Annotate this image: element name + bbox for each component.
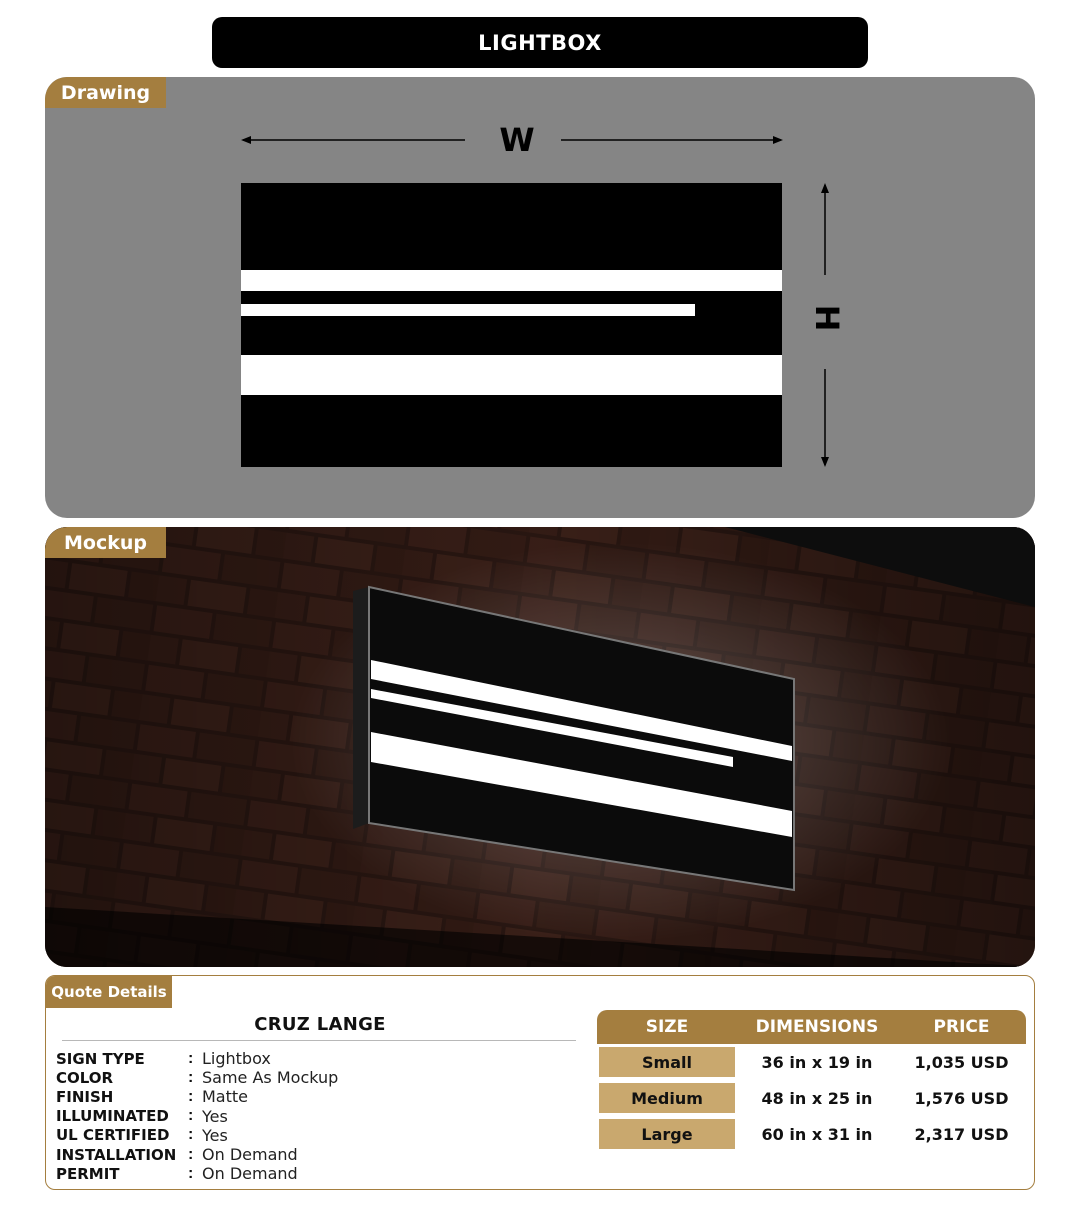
spec-label: PERMIT (56, 1164, 120, 1183)
spec-value: On Demand (202, 1164, 298, 1184)
header-price: PRICE (933, 1017, 990, 1037)
price-cell: 1,035 USD (914, 1052, 1009, 1072)
sign-stripe-2 (241, 304, 695, 316)
table-row (597, 1044, 1026, 1080)
sign-stripe-1 (241, 270, 782, 291)
table-row (597, 1116, 1026, 1152)
quote-panel (45, 975, 1035, 1190)
customer-name: CRUZ LANGE (254, 1014, 386, 1035)
spec-label: INSTALLATION (56, 1145, 177, 1164)
dimensions-cell: 60 in x 31 in (761, 1124, 873, 1144)
dimensions-cell: 36 in x 19 in (761, 1052, 873, 1072)
size-cell: Medium (599, 1083, 735, 1113)
spec-label: COLOR (56, 1068, 114, 1087)
mockup-panel (45, 527, 1035, 967)
spec-row: INSTALLATION : On Demand (56, 1145, 298, 1165)
table-row (597, 1080, 1026, 1116)
spec-value: Same As Mockup (202, 1068, 339, 1088)
spec-label: FINISH (56, 1087, 114, 1106)
page-title: LIGHTBOX (212, 17, 868, 68)
drawing-svg (45, 77, 1035, 518)
price-table (597, 1010, 1026, 1152)
spec-value: On Demand (202, 1145, 298, 1165)
spec-row: SIGN TYPE : Lightbox (56, 1049, 271, 1069)
price-cell: 2,317 USD (914, 1124, 1009, 1144)
dimensions-cell: 48 in x 25 in (761, 1088, 873, 1108)
width-label: W (499, 121, 535, 159)
spec-row: FINISH : Matte (56, 1087, 248, 1107)
spec-label: ILLUMINATED (56, 1107, 169, 1126)
spec-row: ILLUMINATED : Yes (56, 1106, 228, 1126)
spec-row: UL CERTIFIED : Yes (56, 1125, 228, 1145)
mockup-svg (45, 527, 1035, 967)
spec-row: COLOR : Same As Mockup (56, 1068, 339, 1088)
mockup-tab: Mockup (45, 527, 166, 558)
spec-row: PERMIT : On Demand (56, 1164, 298, 1184)
customer-divider (62, 1040, 576, 1041)
spec-list (56, 1049, 596, 1183)
spec-value: Lightbox (202, 1049, 271, 1069)
size-cell: Small (599, 1047, 735, 1077)
price-table-header (597, 1010, 1026, 1044)
spec-value: Matte (202, 1087, 248, 1107)
size-cell: Large (599, 1119, 735, 1149)
spec-value: Yes (202, 1106, 228, 1126)
spec-label: SIGN TYPE (56, 1049, 145, 1068)
mockup-sign-side (353, 587, 369, 829)
spec-value: Yes (202, 1125, 228, 1145)
sign-face (241, 183, 782, 467)
header-dimensions: DIMENSIONS (755, 1017, 879, 1037)
drawing-tab: Drawing (45, 77, 166, 108)
quote-tab: Quote Details (46, 976, 172, 1008)
sign-stripe-3 (241, 355, 782, 395)
drawing-panel (45, 77, 1035, 518)
header-size: SIZE (645, 1017, 689, 1037)
price-cell: 1,576 USD (914, 1088, 1009, 1108)
spec-label: UL CERTIFIED (56, 1126, 170, 1145)
height-label: H (808, 304, 846, 332)
